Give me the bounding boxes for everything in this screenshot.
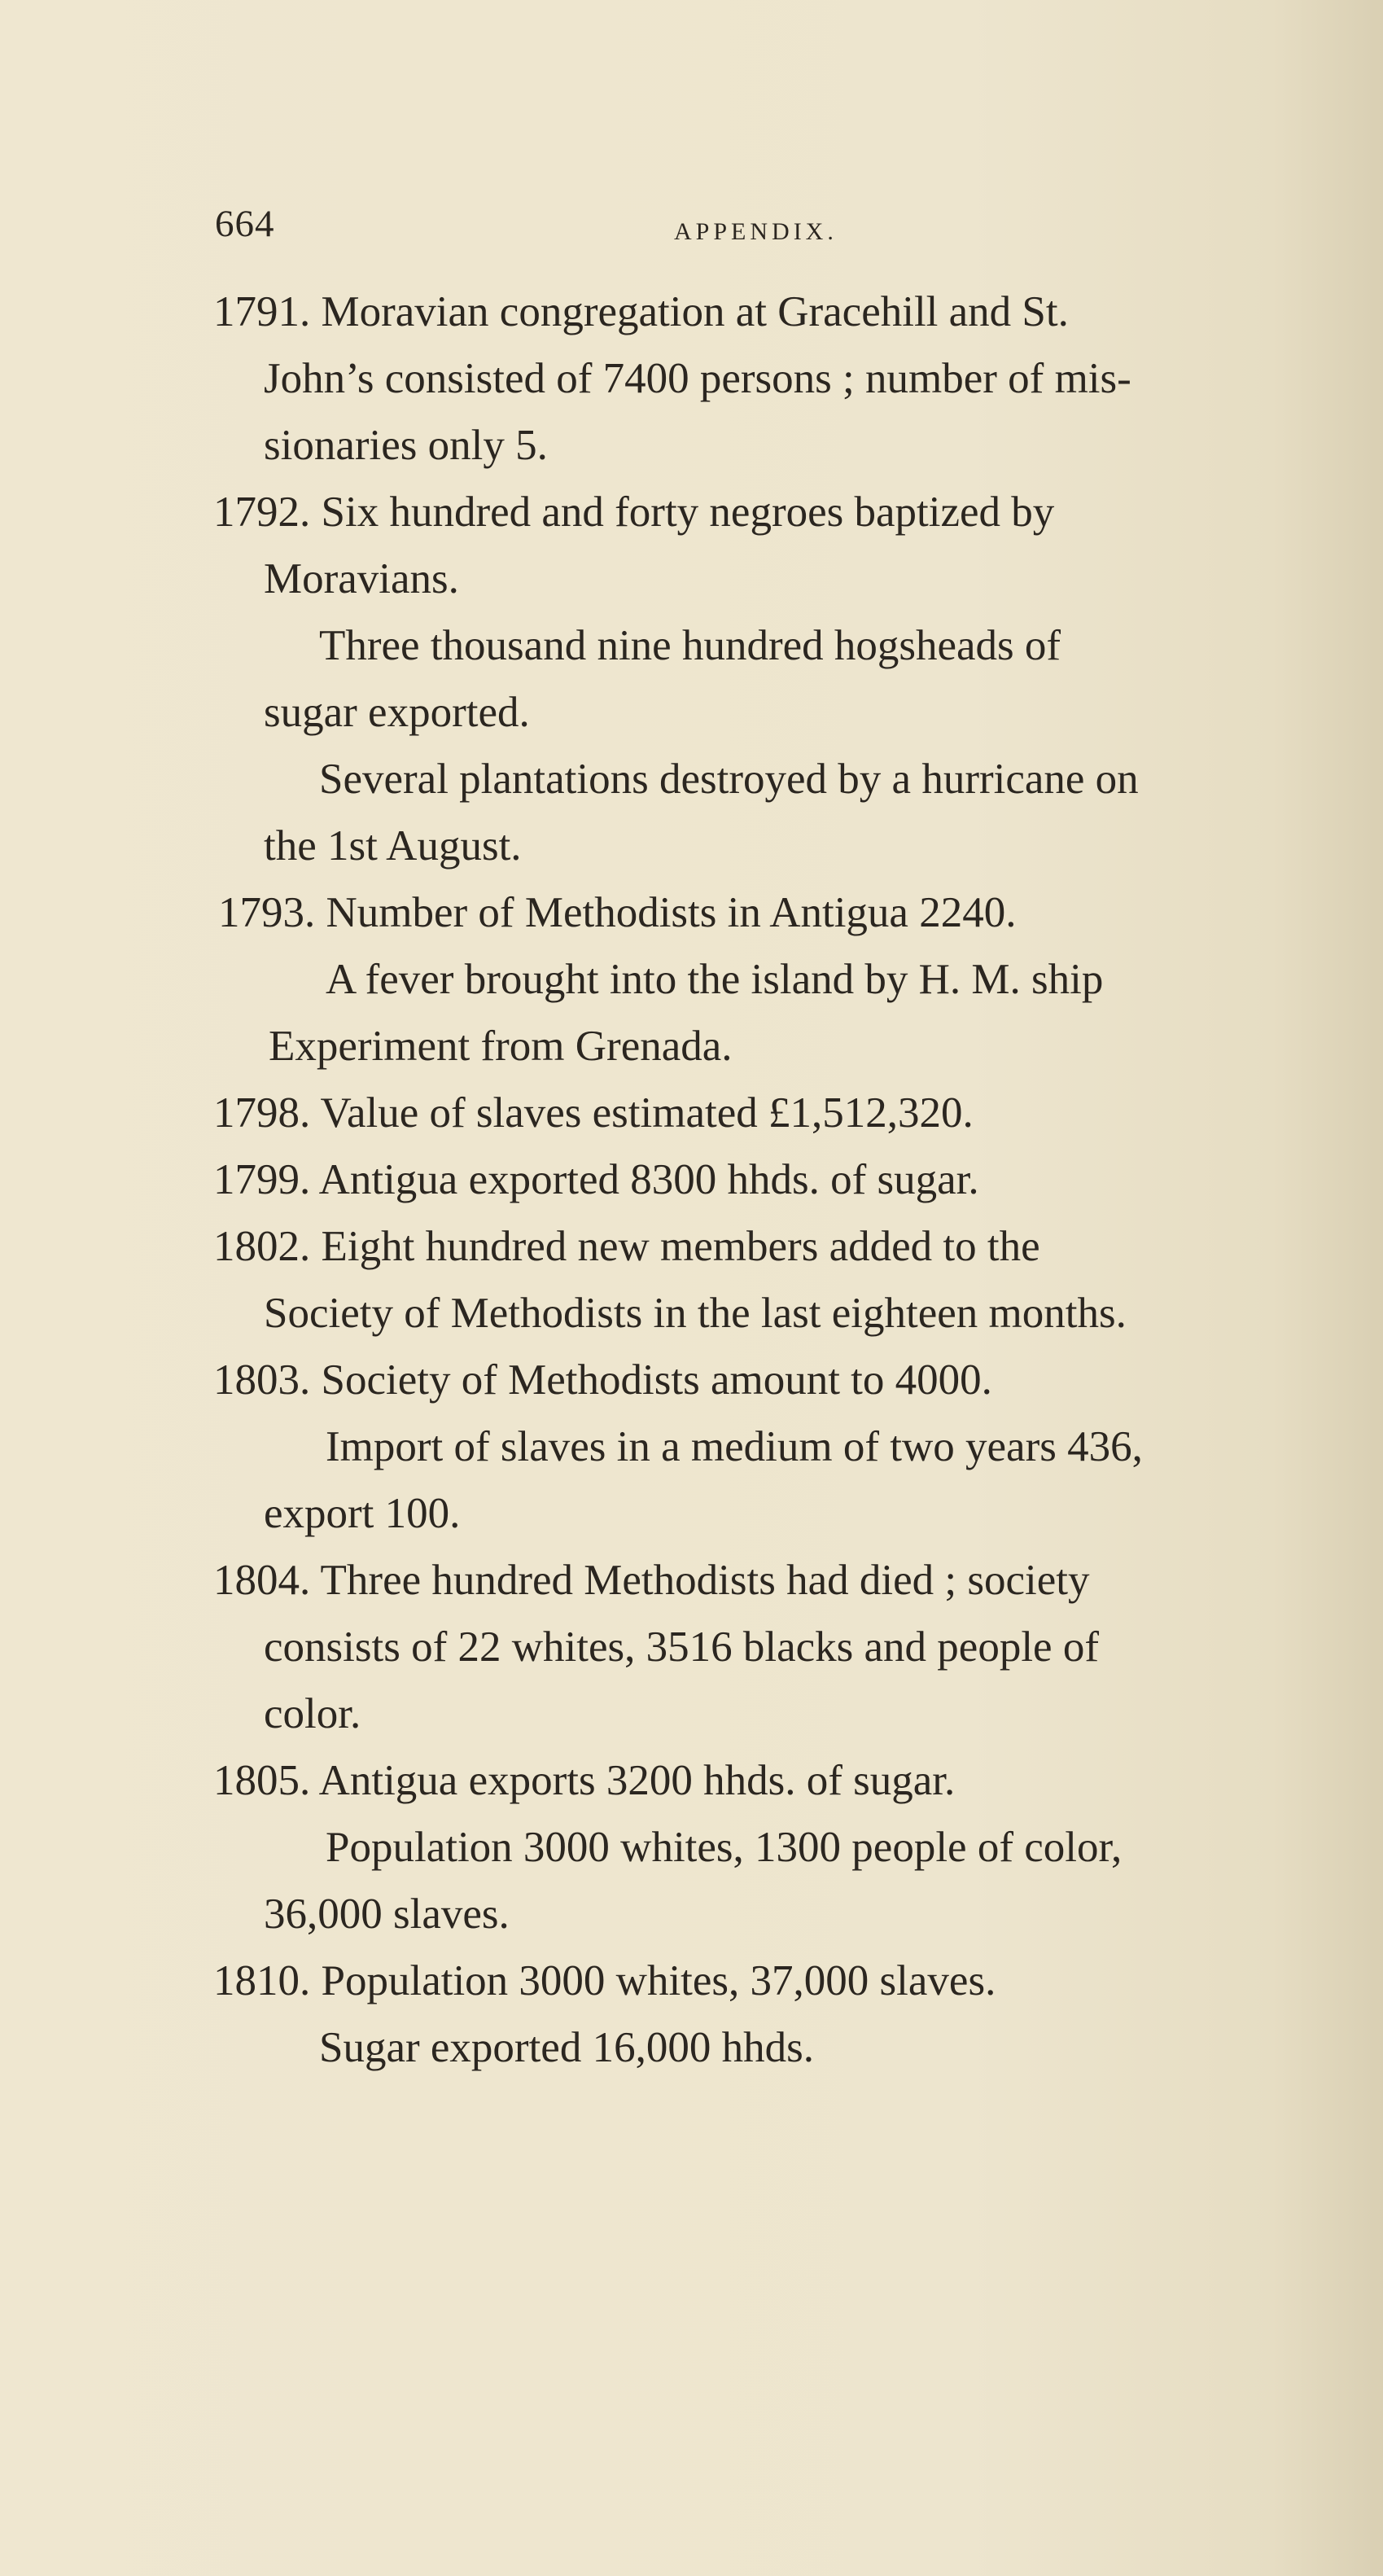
page-number: 664 [215, 203, 275, 245]
text-line: the 1st August. [264, 822, 522, 870]
text-line: 1792. Six hundred and forty negroes baptized by [213, 488, 1055, 536]
text-line: sionaries only 5. [264, 422, 548, 469]
text-line: Import of slaves in a medium of two years 436, [326, 1423, 1143, 1470]
text-line: Population 3000 whites, 1300 people of color, [326, 1824, 1123, 1871]
text-line: color. [264, 1690, 361, 1737]
text-line: 1802. Eight hundred new members added to the [213, 1223, 1040, 1270]
text-line: Society of Methodists in the last eighteen months. [264, 1290, 1127, 1337]
text-line: Sugar exported 16,000 hhds. [319, 2024, 814, 2071]
text-line: 1791. Moravian congregation at Gracehill and St. [213, 288, 1069, 335]
text-line: Three thousand nine hundred hogsheads of [319, 622, 1061, 669]
text-line: 1803. Society of Methodists amount to 4000. [213, 1356, 992, 1404]
text-line: Moravians. [264, 555, 459, 602]
text-line: 1793. Number of Methodists in Antigua 2240. [218, 889, 1017, 936]
running-head: APPENDIX. [674, 218, 838, 245]
text-line: Several plantations destroyed by a hurricane on [319, 756, 1139, 803]
text-line: 36,000 slaves. [264, 1890, 510, 1938]
text-line: 1810. Population 3000 whites, 37,000 slaves. [213, 1957, 996, 2004]
text-line: 1805. Antigua exports 3200 hhds. of sugar. [213, 1757, 956, 1804]
text-line: 1799. Antigua exported 8300 hhds. of sugar. [213, 1156, 979, 1203]
page-header [215, 202, 1355, 259]
text-line: Experiment from Grenada. [269, 1023, 733, 1070]
text-line: John’s consisted of 7400 persons ; number of mis- [264, 355, 1131, 402]
text-line: consists of 22 whites, 3516 blacks and people of [264, 1623, 1099, 1671]
text-line: A fever brought into the island by H. M. ship [326, 956, 1104, 1003]
text-line: 1804. Three hundred Methodists had died ; society [213, 1557, 1090, 1604]
text-line: export 100. [264, 1490, 461, 1537]
text-line: sugar exported. [264, 689, 530, 736]
text-line: 1798. Value of slaves estimated £1,512,320. [213, 1089, 974, 1137]
